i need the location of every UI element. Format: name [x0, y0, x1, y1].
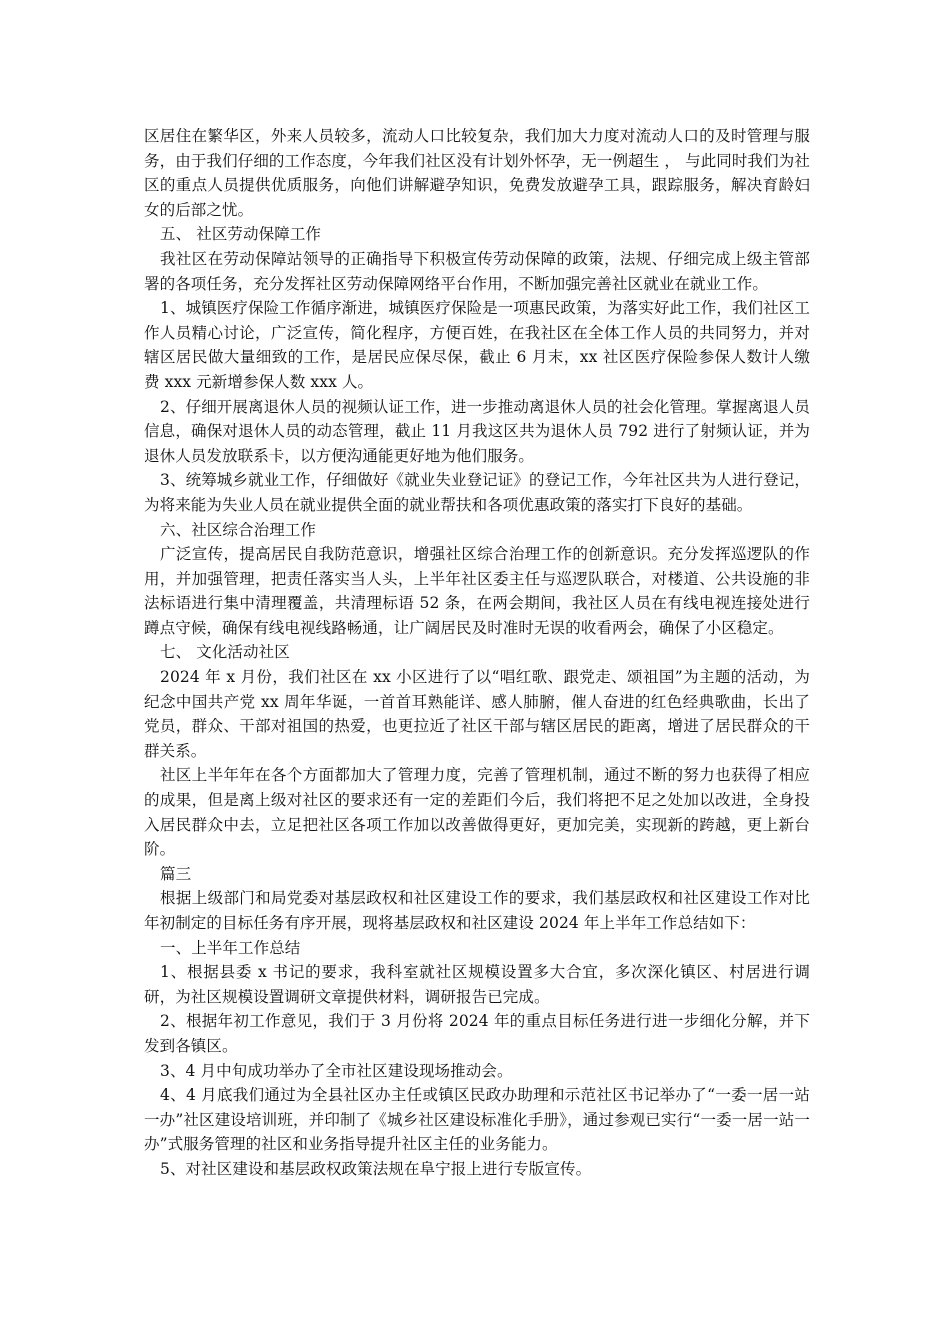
heading-cultural-activities: 七、 文化活动社区: [160, 643, 290, 662]
paragraph-labor-security-intro: 我社区在劳动保障站领导的正确指导下积极宣传劳动保障的政策，法规、仔细完成上级主管部署的各项任务，充分发挥社区劳动保障网络平台作用，不断加强完善社区就业在就业工作。: [144, 249, 810, 293]
paragraph-part-three-intro: 根据上级部门和局党委对基层政权和社区建设工作的要求，我们基层政权和社区建设工作对比年初制定的目标任务有序开展，现将基层政权和社区建设 2024 年上半年工作总结如下：: [144, 889, 810, 932]
paragraph-half-year-summary: 社区上半年年在各个方面都加大了管理力度，完善了管理机制，通过不断的努力也获得了相应的成果，但是离上级对社区的要求还有一定的差距们今后，我们将把不足之处加以改进，全身投入居民群众中去，立足把社区各项工作加以改善做得更好，更加完美，实现新的跨越，更上新台阶。: [144, 766, 810, 859]
paragraph-red-songs-event: 2024 年 x 月份，我们社区在 xx 小区进行了以“唱红歌、跟党走、颂祖国”为主题的活动，为纪念中国共产党 xx 周年华诞，一首首耳熟能详、感人肺腑，催人奋进的红色经典歌曲，长出了党员，群众、干部对祖国的热爱，也更拉近了社区干部与辖区居民的距离，增进了居民群众的干群关系。: [144, 668, 810, 760]
heading-labor-security: 五、 社区劳动保障工作: [160, 225, 322, 244]
paragraph-retiree-verification: 2、仔细开展离退休人员的视频认证工作，进一步推动离退休人员的社会化管理。掌握离退人员信息，确保对退休人员的动态管理，截止 11 月我这区共为退休人员 792 进行了射频认证，并为退休人员发放联系卡，以方便沟通能更好地为他们服务。: [144, 397, 810, 465]
paragraph-employment: 3、统筹城乡就业工作，仔细做好《就业失业登记证》的登记工作，今年社区共为人进行登记，为将来能为失业人员在就业提供全面的就业帮扶和各项优惠政策的落实打下良好的基础。: [144, 471, 810, 514]
paragraph-family-planning-continued: 区居住在繁华区，外来人员较多，流动人口比较复杂，我们加大力度对流动人口的及时管理与服务，由于我们仔细的工作态度，今年我们社区没有计划外怀孕，无一例超生 ， 与此同时我们为社区的重点人员提供优质服务，向他们讲解避孕知识，免费发放避孕工具，跟踪服务，解决育龄妇女的后部之忧。: [144, 127, 810, 219]
heading-part-three: 篇三: [160, 864, 192, 883]
heading-half-year-work: 一、上半年工作总结: [160, 938, 301, 957]
paragraph-item-5: 5、对社区建设和基层政权政策法规在阜宁报上进行专版宣传。: [160, 1159, 592, 1178]
paragraph-item-2: 2、根据年初工作意见，我们于 3 月份将 2024 年的重点目标任务进行进一步细化分解，并下发到各镇区。: [144, 1012, 810, 1055]
paragraph-governance: 广泛宣传，提高居民自我防范意识，增强社区综合治理工作的创新意识。充分发挥巡逻队的作用，并加强管理，把责任落实当人头，上半年社区委主任与巡逻队联合，对楼道、公共设施的非法标语进行集中清理覆盖，共清理标语 52 条，在两会期间，我社区人员在有线电视连接处进行蹲点守候，确保有线电视线路畅通，让广阔居民及时准时无误的收看两会，确保了小区稳定。: [144, 545, 810, 637]
paragraph-item-1: 1、根据县委 x 书记的要求，我科室就社区规模设置多大合宜，多次深化镇区、村居进行调研，为社区规模设置调研文章提供材料，调研报告已完成。: [144, 963, 810, 1006]
paragraph-medical-insurance: 1、城镇医疗保险工作循序渐进，城镇医疗保险是一项惠民政策，为落实好此工作，我们社区工作人员精心讨论，广泛宣传，简化程序，方便百姓，在我社区在全体工作人员的共同努力，并对辖区居民做大量细致的工作，是居民应保尽保，截止 6 月末，xx 社区医疗保险参保人数计人缴费 xxx 元新增参保人数 xxx 人。: [144, 299, 810, 391]
paragraph-item-4: 4、4 月底我们通过为全县社区办主任或镇区民政办助理和示范社区书记举办了“一委一居一站一办”社区建设培训班，并印制了《城乡社区建设标准化手册》，通过参观已实行“一委一居一站一办”式服务管理的社区和业务指导提升社区主任的业务能力。: [144, 1086, 810, 1154]
paragraph-item-3: 3、4 月中旬成功举办了全市社区建设现场推动会。: [160, 1061, 513, 1080]
heading-comprehensive-governance: 六、社区综合治理工作: [160, 520, 317, 539]
